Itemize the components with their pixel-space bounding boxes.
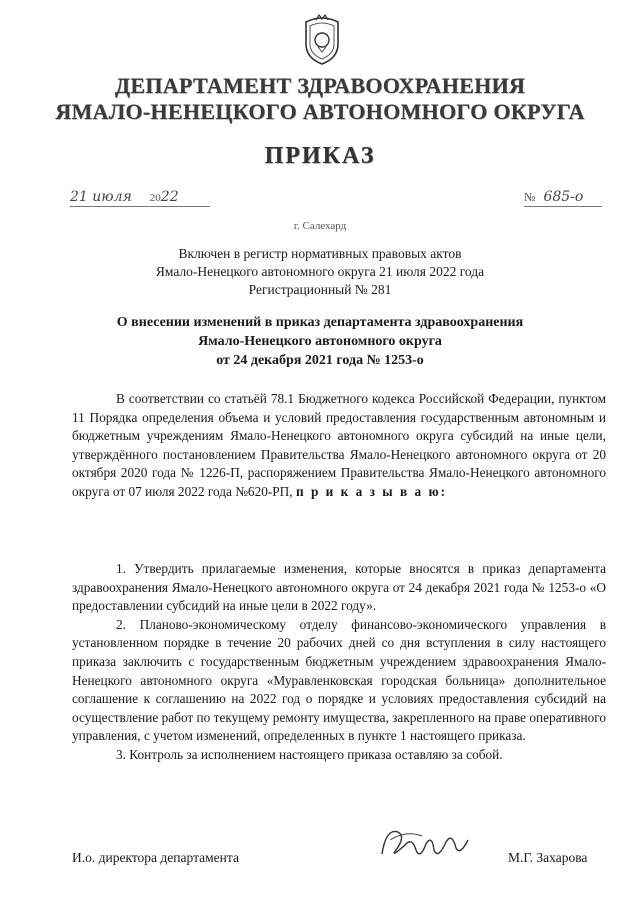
number-prefix: № [524,190,536,204]
title-line1: О внесении изменений в приказ департамента здравоохранения [116,315,524,330]
registry-line1: Включен в регистр нормативных правовых актов [178,246,462,261]
preamble-block [72,390,606,502]
registry-line3: Регистрационный № 281 [248,282,392,297]
registry-line2: Ямало-Ненецкого автономного округа 21 июля 2022 года [155,264,485,279]
signatory-position: И.о. директора департамента [72,850,239,865]
order-number: 685-о [543,189,584,205]
org-name-line1: ДЕПАРТАМЕНТ ЗДРАВООХРАНЕНИЯ [114,73,526,98]
order-number-field [524,188,602,207]
org-name-line2: ЯМАЛО-НЕНЕЦКОГО АВТОНОМНОГО ОКРУГА [55,99,585,124]
date-field [70,188,210,207]
order-item-2: 2. Планово-экономическому отделу финансово-экономического управления в установленном порядке в течение 20 рабочих дней со дня вступления в силу настоящего приказа заключить с государственным бюджетным учреждением здравоохранения Ямало-Ненецкого автономного округа «Муравленковская городская больница» дополнительное соглашение к соглашению на 2022 год о порядке и условиях предоставления субсидий на осуществление работ по текущему ремонту имущества, закрепленного на праве оперативного управления, с учетом изменений, определенных в пункте 1 настоящего приказа. [72,616,607,744]
title-line3: от 24 декабря 2021 года № 1253-о [216,353,424,368]
date-year-suffix: 22 [160,189,179,205]
title-line2: Ямало-Ненецкого автономного округа [198,334,442,349]
preamble-text: В соответствии со статьёй 78.1 Бюджетного кодекса Российской Федерации, пунктом 11 Порядка определения объема и условий предоставления государственным автономным и бюджетным учреждениям Ямало-Ненецкого автономного округа субсидий на иные цели, утверждённого постановлением Правительства Ямало-Ненецкого автономного округа от 20 октября 2020 года № 1226-П, распоряжением Правительства Ямало-Ненецкого автономного округа от 07 июля 2022 года №620-РП, [72,391,606,499]
document-type: ПРИКАЗ [264,143,376,169]
date-day-month: 21 июля [70,189,132,205]
city: г. Салехард [293,220,347,232]
date-year-prefix: 20 [149,192,161,204]
order-item-1: 1. Утвердить прилагаемые изменения, которые вносятся в приказ департамента здравоохранения Ямало-Ненецкого автономного округа от 24 декабря 2021 года № 1253-о «О предоставлении субсидий на иные цели в 2022 году». [72,561,606,614]
order-word: п р и к а з ы в а ю: [295,483,448,499]
signatory-name: М.Г. Захарова [508,850,588,865]
handwritten-signature [376,820,472,866]
coat-of-arms-emblem [300,14,344,66]
order-item-3: 3. Контроль за исполнением настоящего приказа оставляю за собой. [116,746,503,762]
order-items [72,560,606,765]
